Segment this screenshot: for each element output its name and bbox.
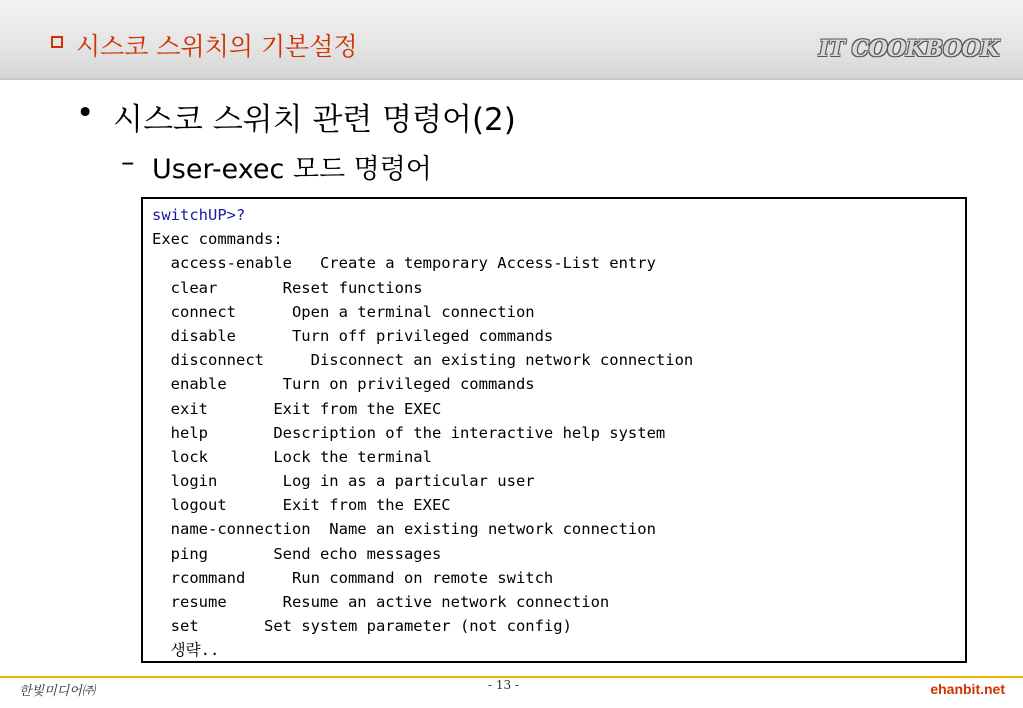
bullet-dot-icon: • [76, 95, 95, 131]
terminal-line: disable Turn off privileged commands [152, 326, 554, 345]
checkbox-bullet-icon [51, 36, 63, 48]
terminal-line: enable Turn on privileged commands [152, 375, 535, 394]
terminal-line: disconnect Disconnect an existing network connection [152, 351, 694, 370]
terminal-line: lock Lock the terminal [152, 447, 432, 466]
terminal-line: name-connection Name an existing network connection [152, 520, 656, 539]
header-divider [0, 78, 1023, 80]
sub-bullet: User-exec 모드 명령어 [152, 154, 432, 185]
main-bullet: 시스코 스위치 관련 명령어(2) [113, 102, 516, 138]
site-link[interactable]: ehanbit.net [930, 681, 1005, 697]
dash-icon: – [121, 147, 135, 178]
terminal-line: set Set system parameter (not config) [152, 617, 572, 636]
terminal-line: logout Exit from the EXEC [152, 496, 451, 515]
terminal-line: ping Send echo messages [152, 544, 442, 563]
terminal-line: 생략.. [152, 641, 220, 660]
terminal-line: rcommand Run command on remote switch [152, 568, 554, 587]
terminal-line: Exec commands: [152, 230, 283, 249]
terminal-output-box [141, 197, 967, 663]
terminal-line: access-enable Create a temporary Access-List entry [152, 254, 656, 273]
page-number: - 13 - [488, 678, 520, 692]
brand-logo: IT COOKBOOK [818, 36, 999, 62]
terminal-line: help Description of the interactive help system [152, 423, 666, 442]
terminal-line: resume Resume an active network connection [152, 593, 610, 611]
terminal-line: clear Reset functions [152, 278, 423, 297]
terminal-line: exit Exit from the EXEC [152, 399, 442, 418]
slide-title: 시스코 스위치의 기본설정 [76, 32, 358, 61]
terminal-line: login Log in as a particular user [152, 472, 535, 491]
publisher-name: 한빛미디어㈜ [19, 684, 95, 699]
terminal-line: connect Open a terminal connection [152, 302, 535, 321]
terminal-prompt-line: switchUP>? [152, 206, 246, 224]
terminal-lines [152, 203, 693, 663]
